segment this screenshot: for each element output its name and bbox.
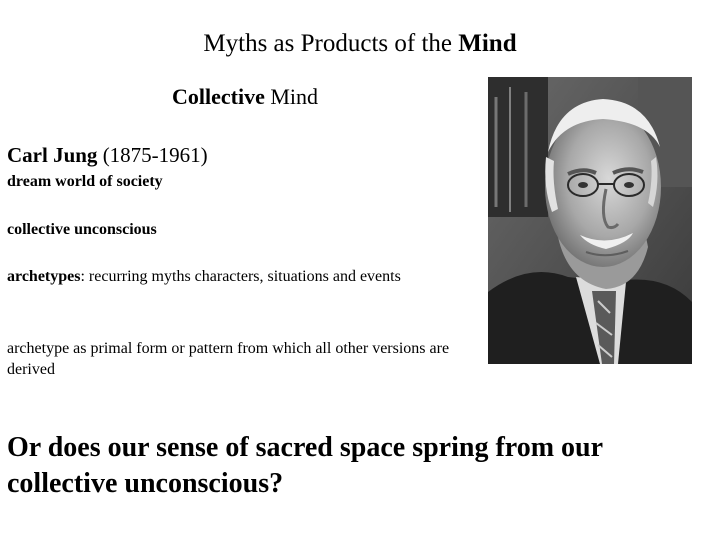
slide-title [0,28,720,60]
bullet-lead: dream world of society [7,173,163,190]
bullet-primal-form [7,338,477,380]
slide-subtitle [172,83,318,111]
bullet-text: : recurring myths characters, situations and events [80,268,401,285]
person-name: Carl Jung [7,143,98,167]
portrait-photo [488,77,692,364]
title-emphasis: Mind [458,30,517,57]
subtitle-text: Mind [264,84,319,109]
bullet-archetypes [7,266,477,287]
person-years: (1875-1961) [97,143,208,167]
bullet-lead: archetypes [7,268,81,285]
bullet-text: archetype as primal form or pattern from which all other versions are derived [7,340,450,378]
closing-question: Or does our sense of sacred space spring from our collective unconscious? [7,432,603,499]
bullet-lead: collective unconscious [7,221,157,238]
bullet-dream-world [7,171,477,192]
person-heading [7,142,208,168]
subtitle-emphasis: Collective [172,84,265,109]
bullet-collective-unconscious [7,219,477,240]
title-text: Myths as Products of the [203,30,459,57]
